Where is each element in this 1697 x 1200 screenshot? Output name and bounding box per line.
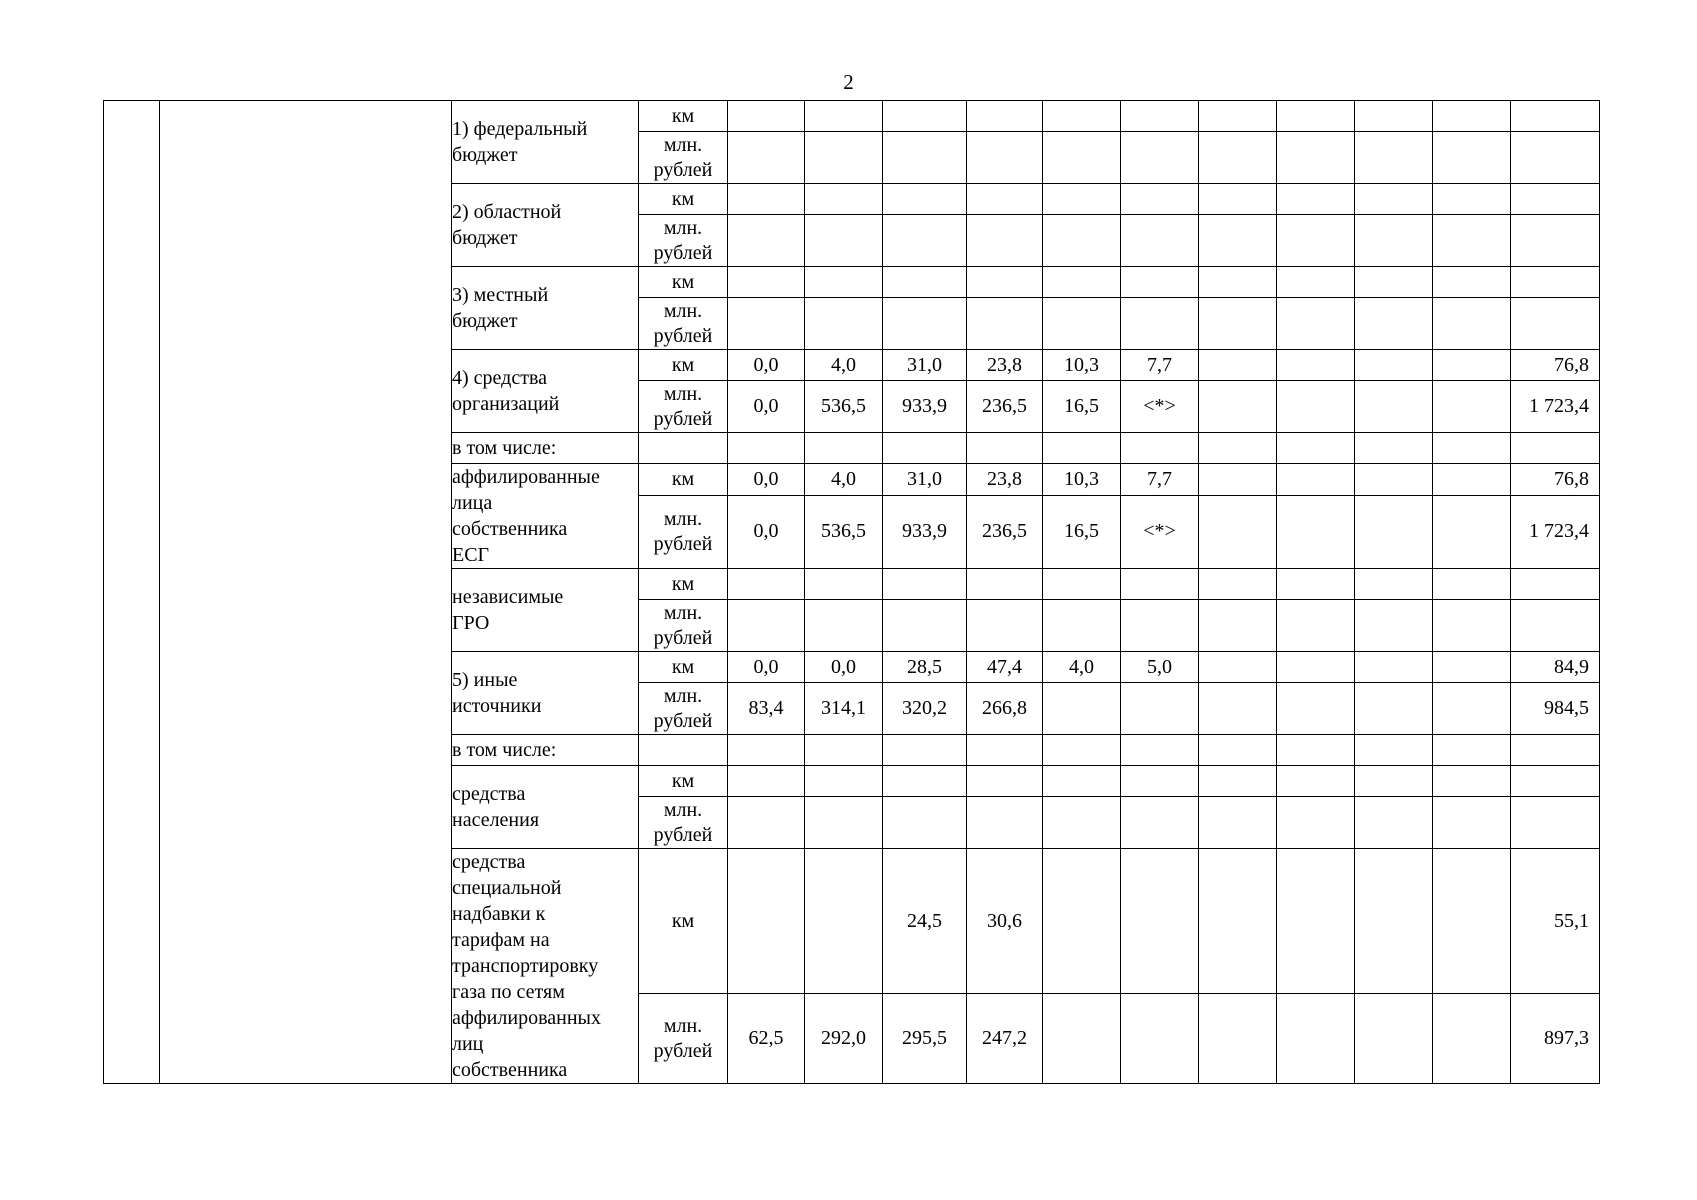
value-cell: 314,1 xyxy=(805,683,883,735)
value-cell xyxy=(1199,101,1277,132)
value-cell: 0,0 xyxy=(728,495,805,568)
value-cell xyxy=(967,298,1043,350)
row-label: 2) областной бюджет xyxy=(452,184,639,267)
value-cell xyxy=(1199,495,1277,568)
value-cell: <*> xyxy=(1121,381,1199,433)
value-cell xyxy=(1277,600,1355,652)
value-cell xyxy=(883,132,967,184)
value-cell xyxy=(1277,652,1355,683)
value-cell xyxy=(1199,849,1277,994)
value-cell xyxy=(1121,184,1199,215)
value-cell xyxy=(1355,735,1433,766)
total-value-cell xyxy=(1511,298,1600,350)
value-cell xyxy=(1355,652,1433,683)
value-cell: 47,4 xyxy=(967,652,1043,683)
total-value-cell xyxy=(1511,132,1600,184)
value-cell xyxy=(883,433,967,464)
value-cell: 0,0 xyxy=(805,652,883,683)
value-cell xyxy=(1355,381,1433,433)
unit-mln-rub: млн. рублей xyxy=(639,683,728,735)
value-cell: <*> xyxy=(1121,495,1199,568)
total-value-cell xyxy=(1511,215,1600,267)
value-cell xyxy=(728,433,805,464)
value-cell xyxy=(1121,797,1199,849)
financing-table xyxy=(103,100,1600,1084)
value-cell xyxy=(1199,569,1277,600)
name-column-cell xyxy=(160,101,452,1084)
row-label: в том числе: xyxy=(452,433,639,464)
value-cell xyxy=(1121,569,1199,600)
value-cell: 0,0 xyxy=(728,381,805,433)
value-cell xyxy=(967,735,1043,766)
value-cell xyxy=(1277,298,1355,350)
total-value-cell xyxy=(1511,184,1600,215)
value-cell xyxy=(805,569,883,600)
value-cell xyxy=(1043,101,1121,132)
value-cell: 292,0 xyxy=(805,994,883,1084)
value-cell xyxy=(1277,381,1355,433)
value-cell: 0,0 xyxy=(728,464,805,496)
value-cell xyxy=(883,298,967,350)
value-cell xyxy=(805,797,883,849)
value-cell xyxy=(883,101,967,132)
value-cell xyxy=(1043,569,1121,600)
unit-km: км xyxy=(639,350,728,381)
value-cell xyxy=(805,267,883,298)
value-cell xyxy=(1355,766,1433,797)
value-cell xyxy=(883,735,967,766)
value-cell xyxy=(1199,132,1277,184)
value-cell xyxy=(1433,569,1511,600)
value-cell xyxy=(1199,683,1277,735)
value-cell xyxy=(883,600,967,652)
total-value-cell: 897,3 xyxy=(1511,994,1600,1084)
value-cell xyxy=(883,184,967,215)
value-cell xyxy=(1355,797,1433,849)
row-label: 3) местный бюджет xyxy=(452,267,639,350)
value-cell: 31,0 xyxy=(883,464,967,496)
value-cell xyxy=(967,766,1043,797)
value-cell xyxy=(805,184,883,215)
value-cell xyxy=(728,215,805,267)
value-cell xyxy=(1199,797,1277,849)
row-label: 5) иные источники xyxy=(452,652,639,735)
value-cell xyxy=(728,298,805,350)
value-cell xyxy=(1277,495,1355,568)
value-cell xyxy=(1511,433,1600,464)
value-cell xyxy=(1199,464,1277,496)
value-cell xyxy=(1433,849,1511,994)
total-value-cell xyxy=(1511,600,1600,652)
value-cell xyxy=(1433,184,1511,215)
value-cell xyxy=(1433,495,1511,568)
number-column-cell xyxy=(104,101,160,1084)
value-cell: 24,5 xyxy=(883,849,967,994)
value-cell xyxy=(805,735,883,766)
value-cell xyxy=(1277,267,1355,298)
value-cell: 28,5 xyxy=(883,652,967,683)
total-value-cell: 1 723,4 xyxy=(1511,381,1600,433)
value-cell xyxy=(967,267,1043,298)
value-cell xyxy=(1043,184,1121,215)
value-cell xyxy=(1277,797,1355,849)
value-cell xyxy=(805,101,883,132)
value-cell xyxy=(1433,683,1511,735)
value-cell xyxy=(967,569,1043,600)
value-cell: 266,8 xyxy=(967,683,1043,735)
value-cell xyxy=(883,215,967,267)
value-cell xyxy=(1121,766,1199,797)
value-cell xyxy=(1199,433,1277,464)
value-cell xyxy=(1355,350,1433,381)
value-cell xyxy=(1433,132,1511,184)
value-cell: 62,5 xyxy=(728,994,805,1084)
value-cell xyxy=(967,600,1043,652)
value-cell: 320,2 xyxy=(883,683,967,735)
value-cell xyxy=(1043,849,1121,994)
value-cell xyxy=(1433,381,1511,433)
total-value-cell xyxy=(1511,797,1600,849)
value-cell xyxy=(1433,735,1511,766)
value-cell xyxy=(728,184,805,215)
value-cell xyxy=(1277,215,1355,267)
value-cell xyxy=(1277,735,1355,766)
value-cell xyxy=(728,766,805,797)
total-value-cell: 984,5 xyxy=(1511,683,1600,735)
value-cell xyxy=(1511,735,1600,766)
total-value-cell xyxy=(1511,267,1600,298)
value-cell: 10,3 xyxy=(1043,464,1121,496)
value-cell xyxy=(1355,683,1433,735)
value-cell xyxy=(1043,683,1121,735)
value-cell xyxy=(1199,735,1277,766)
total-value-cell xyxy=(1511,101,1600,132)
unit-km: км xyxy=(639,652,728,683)
unit-km: км xyxy=(639,184,728,215)
value-cell xyxy=(1043,298,1121,350)
unit-mln-rub: млн. рублей xyxy=(639,298,728,350)
table-row xyxy=(104,101,1600,132)
unit-mln-rub: млн. рублей xyxy=(639,994,728,1084)
value-cell xyxy=(728,101,805,132)
row-label: средства специальной надбавки к тарифам на транспортировку газа по сетям аффилированных лиц собственника xyxy=(452,849,639,1084)
value-cell xyxy=(1199,267,1277,298)
value-cell xyxy=(1043,215,1121,267)
value-cell: 16,5 xyxy=(1043,381,1121,433)
value-cell: 30,6 xyxy=(967,849,1043,994)
total-value-cell: 1 723,4 xyxy=(1511,495,1600,568)
value-cell xyxy=(1043,433,1121,464)
value-cell xyxy=(1433,766,1511,797)
value-cell xyxy=(728,849,805,994)
value-cell xyxy=(728,735,805,766)
value-cell: 4,0 xyxy=(805,350,883,381)
value-cell xyxy=(1121,215,1199,267)
value-cell xyxy=(1199,381,1277,433)
value-cell: 0,0 xyxy=(728,652,805,683)
value-cell xyxy=(1043,600,1121,652)
value-cell xyxy=(1199,994,1277,1084)
value-cell xyxy=(967,184,1043,215)
value-cell xyxy=(967,101,1043,132)
value-cell xyxy=(1199,600,1277,652)
value-cell xyxy=(728,267,805,298)
value-cell: 236,5 xyxy=(967,495,1043,568)
value-cell xyxy=(1199,215,1277,267)
value-cell xyxy=(1355,433,1433,464)
value-cell xyxy=(1277,683,1355,735)
value-cell xyxy=(883,766,967,797)
unit-km: км xyxy=(639,569,728,600)
value-cell xyxy=(1355,464,1433,496)
total-value-cell: 55,1 xyxy=(1511,849,1600,994)
value-cell xyxy=(1121,298,1199,350)
value-cell xyxy=(1043,994,1121,1084)
value-cell xyxy=(1121,132,1199,184)
value-cell: 23,8 xyxy=(967,350,1043,381)
value-cell xyxy=(805,600,883,652)
value-cell xyxy=(805,298,883,350)
total-value-cell xyxy=(1511,569,1600,600)
value-cell xyxy=(805,132,883,184)
value-cell xyxy=(967,433,1043,464)
total-value-cell: 76,8 xyxy=(1511,464,1600,496)
row-label: средства населения xyxy=(452,766,639,849)
value-cell: 83,4 xyxy=(728,683,805,735)
value-cell xyxy=(967,797,1043,849)
value-cell xyxy=(1199,652,1277,683)
value-cell xyxy=(883,797,967,849)
value-cell: 7,7 xyxy=(1121,350,1199,381)
unit-km: км xyxy=(639,464,728,496)
value-cell xyxy=(1277,132,1355,184)
value-cell: 31,0 xyxy=(883,350,967,381)
total-value-cell xyxy=(1511,766,1600,797)
value-cell xyxy=(1277,569,1355,600)
value-cell xyxy=(1433,101,1511,132)
value-cell: 933,9 xyxy=(883,495,967,568)
value-cell: 247,2 xyxy=(967,994,1043,1084)
unit-km: км xyxy=(639,267,728,298)
total-value-cell: 84,9 xyxy=(1511,652,1600,683)
row-label: 4) средства организаций xyxy=(452,350,639,433)
value-cell xyxy=(1277,433,1355,464)
value-cell xyxy=(1433,600,1511,652)
row-label: в том числе: xyxy=(452,735,639,766)
value-cell: 0,0 xyxy=(728,350,805,381)
value-cell xyxy=(1433,433,1511,464)
value-cell xyxy=(1277,350,1355,381)
value-cell xyxy=(1199,298,1277,350)
value-cell xyxy=(967,215,1043,267)
value-cell xyxy=(1355,184,1433,215)
unit-mln-rub: млн. рублей xyxy=(639,381,728,433)
unit-mln-rub: млн. рублей xyxy=(639,132,728,184)
value-cell xyxy=(1355,495,1433,568)
total-value-cell: 76,8 xyxy=(1511,350,1600,381)
value-cell xyxy=(883,267,967,298)
value-cell xyxy=(728,569,805,600)
value-cell xyxy=(1433,464,1511,496)
row-label: 1) федеральный бюджет xyxy=(452,101,639,184)
row-label: аффилированные лица собственника ЕСГ xyxy=(452,464,639,569)
value-cell xyxy=(1355,569,1433,600)
unit-mln-rub: млн. рублей xyxy=(639,495,728,568)
value-cell: 7,7 xyxy=(1121,464,1199,496)
value-cell xyxy=(1199,766,1277,797)
value-cell xyxy=(1433,298,1511,350)
value-cell xyxy=(1121,267,1199,298)
value-cell xyxy=(1121,735,1199,766)
value-cell xyxy=(1355,994,1433,1084)
value-cell xyxy=(1277,184,1355,215)
value-cell xyxy=(967,132,1043,184)
value-cell xyxy=(1277,849,1355,994)
value-cell xyxy=(1199,184,1277,215)
unit-km: км xyxy=(639,101,728,132)
value-cell: 4,0 xyxy=(805,464,883,496)
value-cell xyxy=(1121,600,1199,652)
value-cell xyxy=(1433,994,1511,1084)
value-cell xyxy=(1433,652,1511,683)
value-cell: 933,9 xyxy=(883,381,967,433)
value-cell xyxy=(1043,797,1121,849)
value-cell xyxy=(1355,267,1433,298)
value-cell xyxy=(1355,298,1433,350)
value-cell: 236,5 xyxy=(967,381,1043,433)
value-cell xyxy=(1199,350,1277,381)
value-cell xyxy=(728,600,805,652)
value-cell xyxy=(1121,433,1199,464)
value-cell: 10,3 xyxy=(1043,350,1121,381)
value-cell: 536,5 xyxy=(805,495,883,568)
value-cell xyxy=(1277,766,1355,797)
value-cell: 4,0 xyxy=(1043,652,1121,683)
value-cell xyxy=(1355,600,1433,652)
value-cell xyxy=(1277,464,1355,496)
unit-cell xyxy=(639,735,728,766)
value-cell xyxy=(1277,994,1355,1084)
value-cell xyxy=(805,215,883,267)
value-cell: 5,0 xyxy=(1121,652,1199,683)
value-cell xyxy=(1355,132,1433,184)
value-cell xyxy=(805,766,883,797)
value-cell xyxy=(1043,735,1121,766)
unit-cell xyxy=(639,433,728,464)
value-cell xyxy=(728,132,805,184)
unit-mln-rub: млн. рублей xyxy=(639,600,728,652)
unit-mln-rub: млн. рублей xyxy=(639,797,728,849)
value-cell xyxy=(728,797,805,849)
value-cell xyxy=(1433,350,1511,381)
value-cell xyxy=(1433,797,1511,849)
value-cell xyxy=(1277,101,1355,132)
value-cell xyxy=(1043,267,1121,298)
value-cell xyxy=(805,433,883,464)
value-cell xyxy=(1433,215,1511,267)
value-cell xyxy=(1121,101,1199,132)
value-cell xyxy=(1121,849,1199,994)
value-cell xyxy=(1043,766,1121,797)
unit-mln-rub: млн. рублей xyxy=(639,215,728,267)
value-cell: 16,5 xyxy=(1043,495,1121,568)
value-cell xyxy=(1355,849,1433,994)
row-label: независимые ГРО xyxy=(452,569,639,652)
value-cell xyxy=(1355,101,1433,132)
value-cell xyxy=(1121,683,1199,735)
value-cell xyxy=(1355,215,1433,267)
value-cell xyxy=(1043,132,1121,184)
unit-km: км xyxy=(639,849,728,994)
value-cell xyxy=(1433,267,1511,298)
value-cell xyxy=(1121,994,1199,1084)
value-cell xyxy=(883,569,967,600)
page-number: 2 xyxy=(843,70,854,94)
value-cell: 536,5 xyxy=(805,381,883,433)
value-cell: 295,5 xyxy=(883,994,967,1084)
value-cell xyxy=(805,849,883,994)
value-cell: 23,8 xyxy=(967,464,1043,496)
unit-km: км xyxy=(639,766,728,797)
